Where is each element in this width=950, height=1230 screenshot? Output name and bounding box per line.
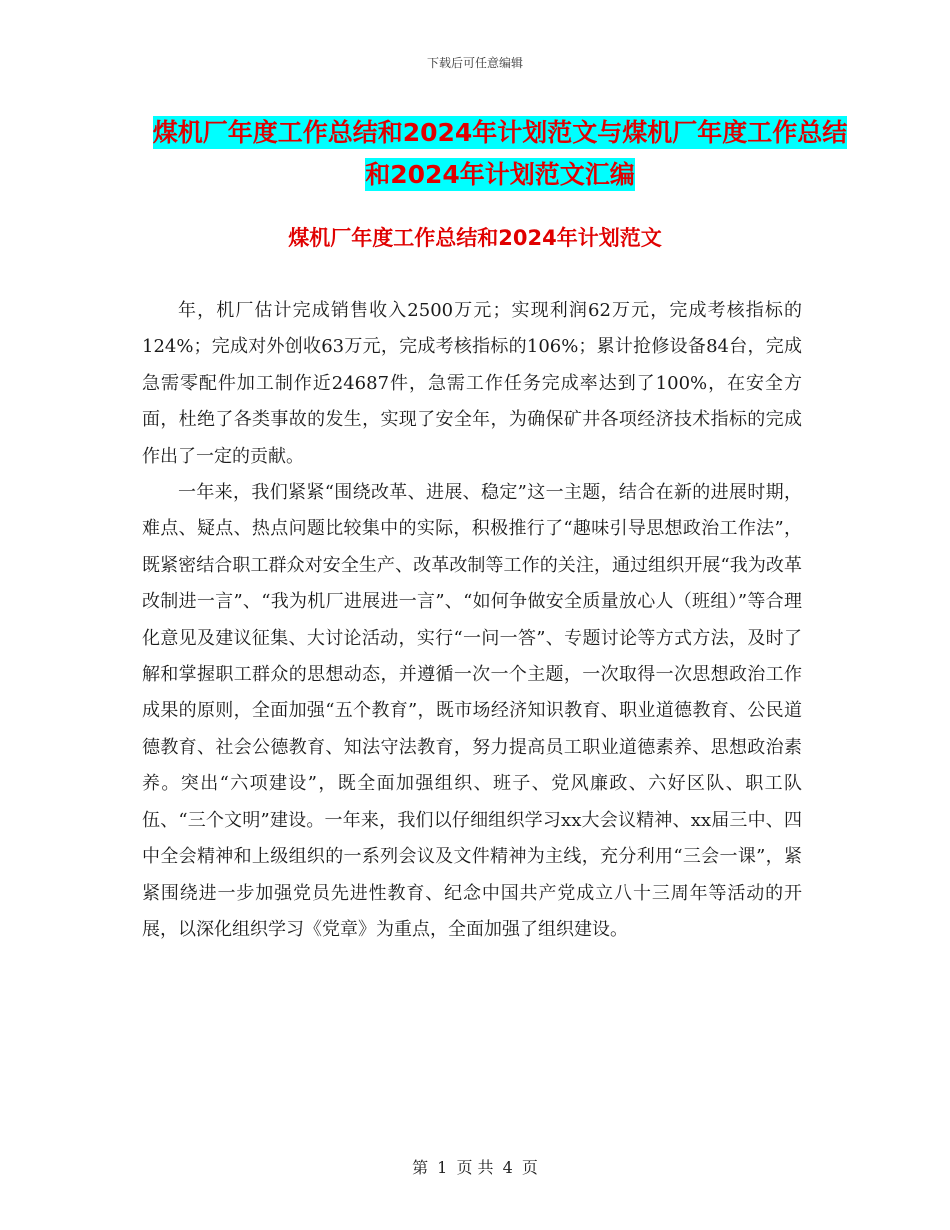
page-label-mid: 页 共 <box>456 1158 494 1177</box>
section-title: 煤机厂年度工作总结和2024年计划范文 <box>288 226 662 250</box>
page-label-prefix: 第 <box>412 1158 429 1177</box>
main-title-text: 煤机厂年度工作总结和2024年计划范文与煤机厂年度工作总结和2024年计划范文汇编 <box>152 118 848 189</box>
page-footer <box>0 1155 950 1178</box>
page-label-suffix: 页 <box>521 1158 538 1177</box>
main-title <box>150 112 850 196</box>
paragraph: 年，机厂估计完成销售收入2500万元；实现利润62万元，完成考核指标的124%；完成对外创收63万元，完成考核指标的106%；累计抢修设备84台，完成急需零配件加工制作近24687件，急需工作任务完成率达到了100%，在安全方面，杜绝了各类事故的发生，实现了安全年，为确保矿井各项经济技术指标的完成作出了一定的贡献。 <box>142 300 802 467</box>
paragraph: 一年来，我们紧紧“围绕改革、进展、稳定”这一主题，结合在新的进展时期，难点、疑点、热点问题比较集中的实际，积极推行了“趣味引导思想政治工作法”，既紧密结合职工群众对安全生产、改革改制等工作的关注，通过组织开展“我为改革改制进一言”、“我为机厂进展进一言”、“如何争做安全质量放心人（班组）”等合理化意见及建议征集、大讨论活动，实行“一问一答”、专题讨论等方式方法，及时了解和掌握职工群众的思想动态，并遵循一次一个主题，一次取得一次思想政治工作成果的原则，全面加强“五个教育”，既市场经济知识教育、职业道德教育、公民道德教育、社会公德教育、知法守法教育，努力提高员工职业道德素养、思想政治素养。突出“六项建设”，既全面加强组织、班子、党风廉政、六好区队、职工队伍、“三个文明”建设。一年来，我们以仔细组织学习xx大会议精神、xx届三中、四中全会精神和上级组织的一系列会议及文件精神为主线，充分利用“三会一课”，紧紧围绕进一步加强党员先进性教育、纪念中国共产党成立八十三周年等活动的开展，以深化组织学习《党章》为重点，全面加强了组织建设。 <box>142 482 802 940</box>
document-body <box>142 293 802 948</box>
total-pages: 4 <box>502 1158 513 1177</box>
page-number: 1 <box>437 1158 448 1177</box>
header-note: 下载后可任意编辑 <box>426 56 523 70</box>
